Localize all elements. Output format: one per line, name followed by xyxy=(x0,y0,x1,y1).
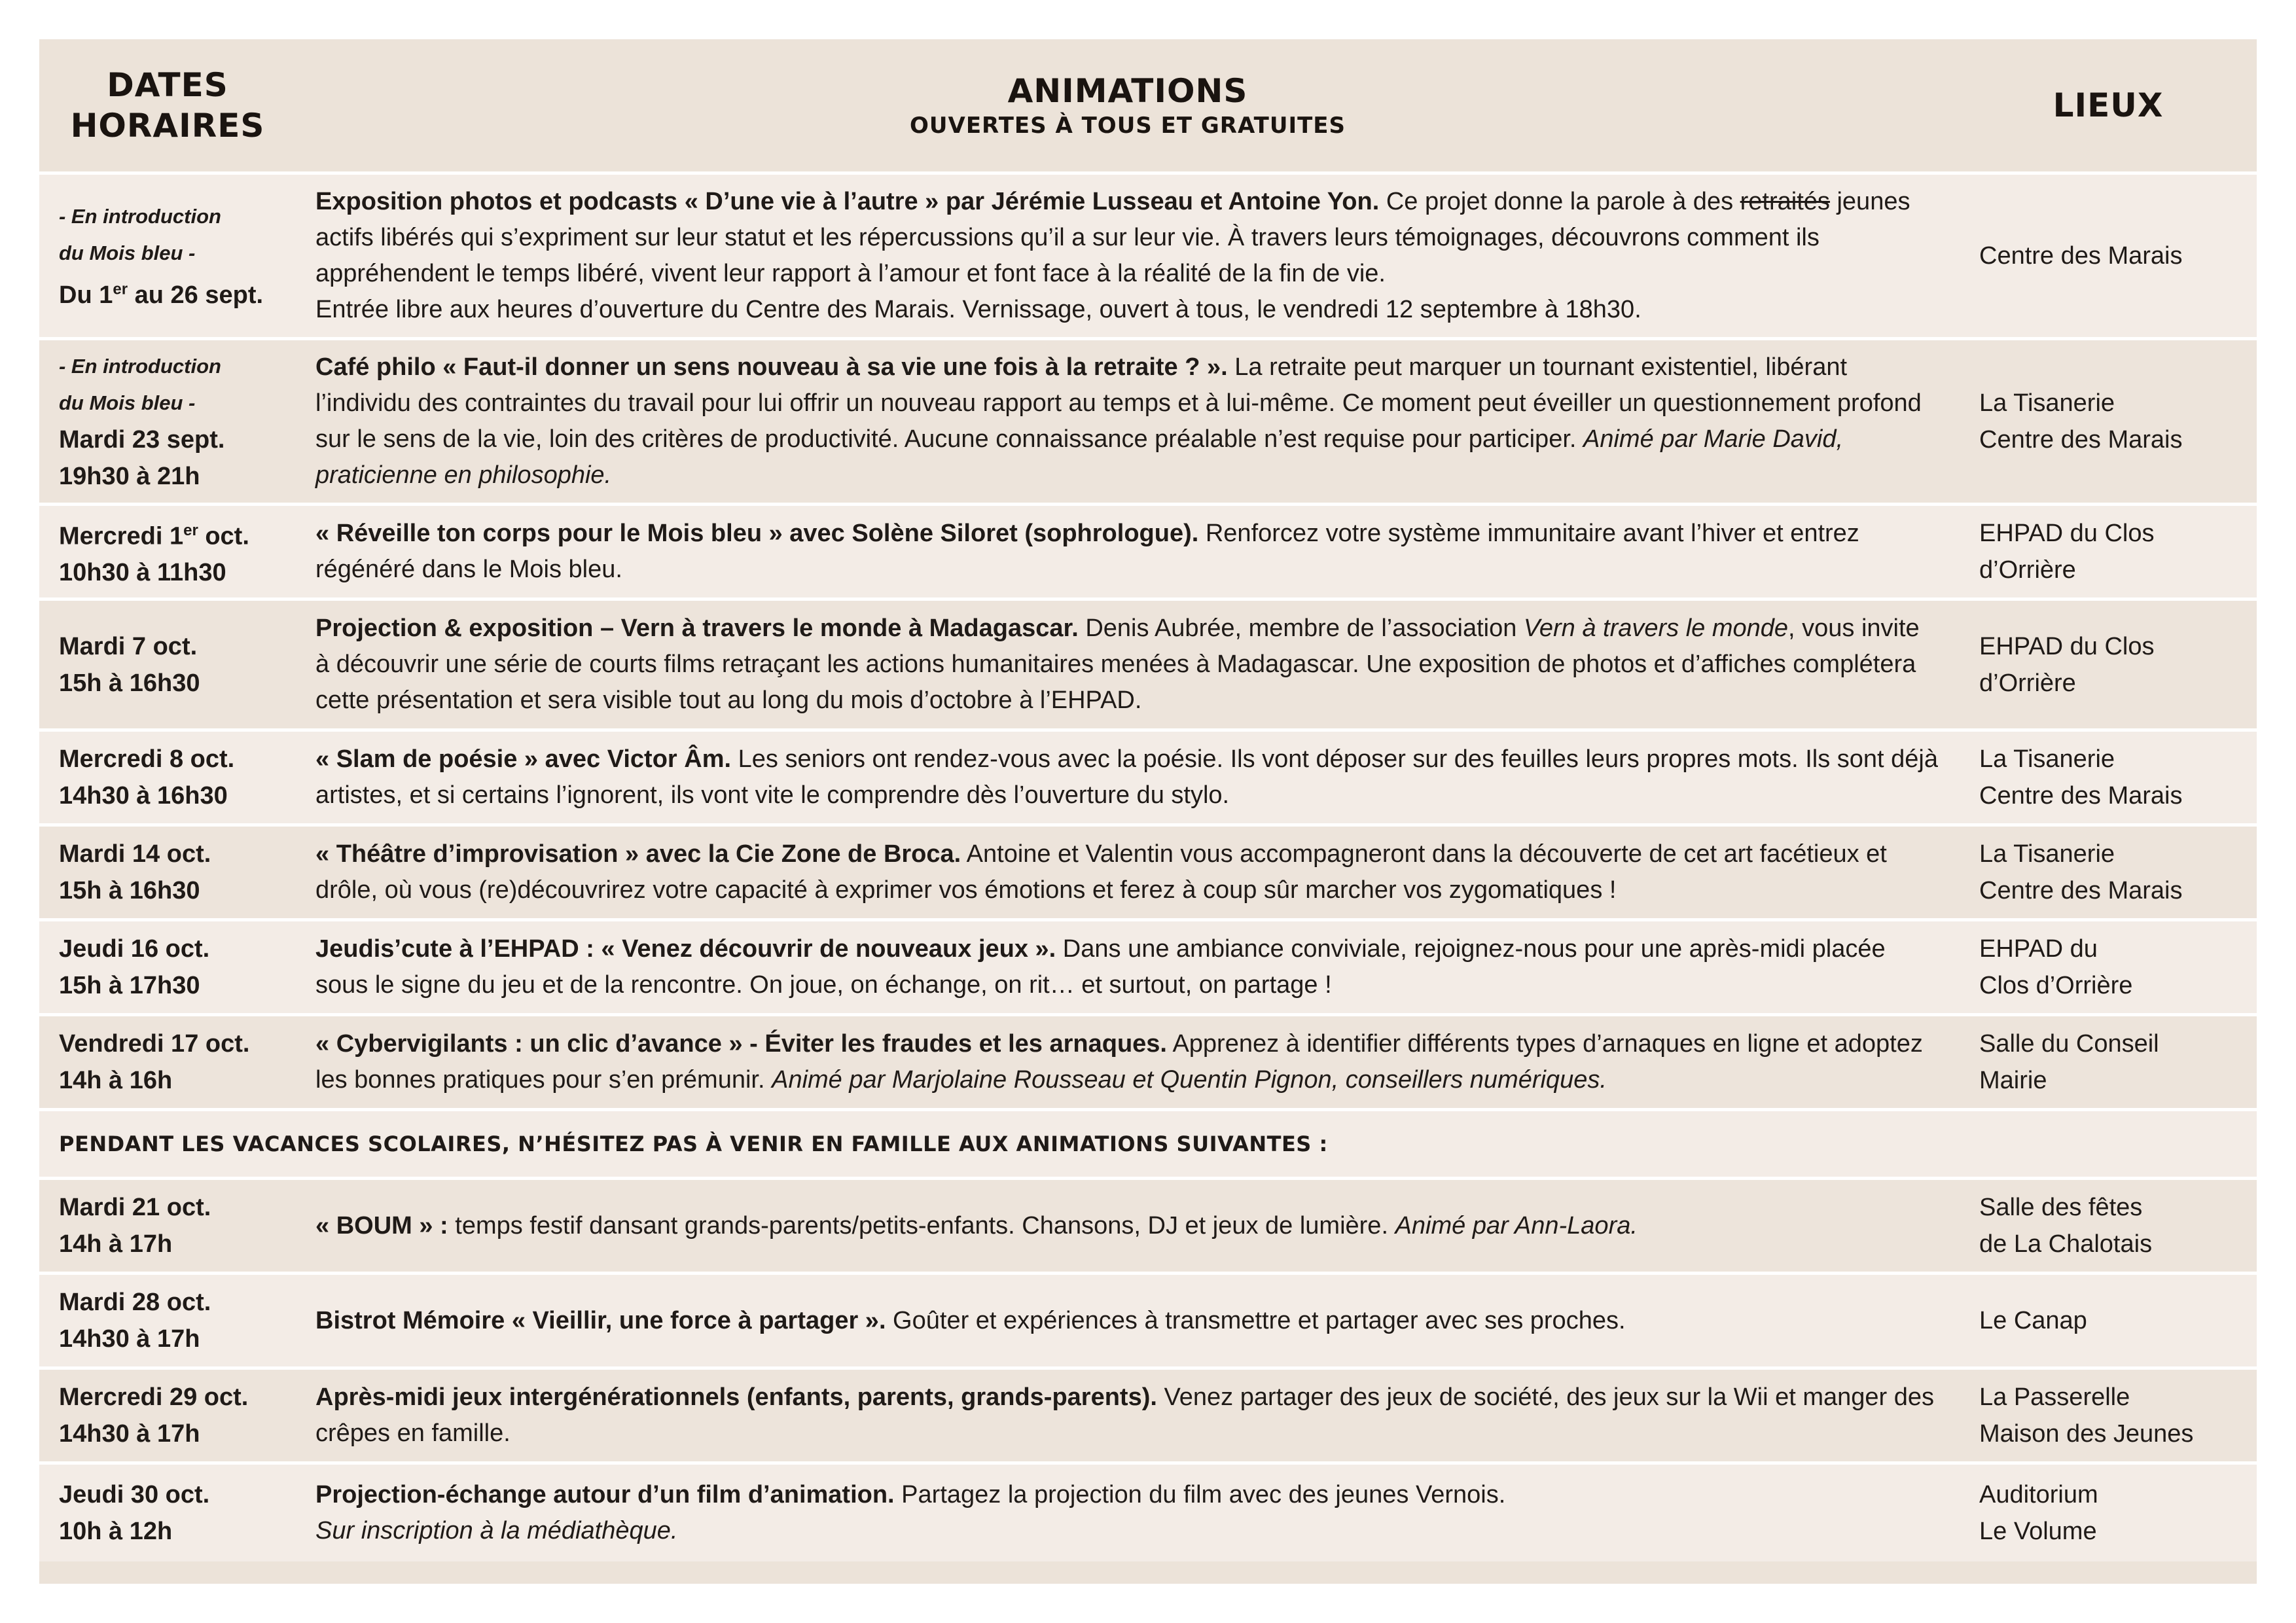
row-date xyxy=(39,1274,296,1368)
row-place xyxy=(1960,730,2257,825)
date-post: au 26 sept. xyxy=(128,281,264,310)
row-description xyxy=(296,173,1960,339)
row-date-text: Mercredi 29 oct. xyxy=(59,1383,249,1411)
row-description xyxy=(296,1015,1960,1110)
row-place xyxy=(1960,505,2257,599)
row-place xyxy=(1960,599,2257,730)
row-date xyxy=(39,1015,296,1110)
row-strike-text: retraités xyxy=(1740,188,1830,215)
row-place xyxy=(1960,1274,2257,1368)
row-description xyxy=(296,505,1960,599)
row-date-text: Vendredi 17 oct. xyxy=(59,1030,250,1058)
table-row xyxy=(39,730,2257,825)
header-lieux-title: LIEUX xyxy=(2053,86,2164,124)
row-time-text: 15h à 16h30 xyxy=(59,877,200,904)
row-text: Renforcez votre système immunitaire avant l’hiver et entrez régénéré dans le Mois bleu. xyxy=(315,520,1859,583)
table-row xyxy=(39,825,2257,920)
vacation-section-label: PENDANT LES VACANCES SCOLAIRES, N’HÉSITEZ PAS À VENIR EN FAMILLE AUX ANIMATIONS SUIVANTES : xyxy=(59,1132,1328,1156)
row-description xyxy=(296,339,1960,505)
row-time-text: 15h à 16h30 xyxy=(59,669,200,697)
row-title: Jeudis’cute à l’EHPAD : « Venez découvrir de nouveaux jeux ». xyxy=(315,935,1056,963)
row-text: temps festif dansant grands-parents/petits-enfants. Chansons, DJ et jeux de lumière. xyxy=(448,1211,1395,1240)
row-text: Apprenez à identifier différents types d’arnaques en ligne et adoptez les bonnes pratiques pour s’en prémunir. xyxy=(315,1030,1923,1094)
row-time-text: 14h30 à 17h xyxy=(59,1325,200,1353)
date-pre: Mercredi 1 xyxy=(59,522,184,550)
header-animations xyxy=(296,39,1960,173)
table-row xyxy=(39,1179,2257,1274)
place-line: d’Orrière xyxy=(1979,669,2076,697)
row-date-text: Mardi 28 oct. xyxy=(59,1289,211,1316)
row-time-text: 14h30 à 16h30 xyxy=(59,782,228,810)
row-date xyxy=(39,1179,296,1274)
place-line: Centre des Marais xyxy=(1979,242,2183,270)
row-place xyxy=(1960,339,2257,505)
place-line: Auditorium xyxy=(1979,1480,2098,1508)
row-italic: Animé par Ann-Laora. xyxy=(1395,1211,1638,1240)
row-text: Partagez la projection du film avec des jeunes Vernois. xyxy=(894,1480,1506,1508)
row-date-text: Jeudi 30 oct. xyxy=(59,1480,210,1508)
row-title: « Théâtre d’improvisation » avec la Cie Zone de Broca. xyxy=(315,840,961,868)
row-italic: Sur inscription à la médiathèque. xyxy=(315,1516,678,1544)
row-date xyxy=(39,339,296,505)
row-time-text: 10h à 12h xyxy=(59,1517,173,1545)
row-text: Entrée libre aux heures d’ouverture du Centre des Marais. Vernissage, ouvert à tous, le vendredi 12 septembre à 18h30. xyxy=(315,296,1641,323)
row-title: « BOUM » : xyxy=(315,1211,448,1240)
table-row xyxy=(39,505,2257,599)
place-line: Centre des Marais xyxy=(1979,426,2183,454)
row-date xyxy=(39,173,296,339)
place-line: Salle des fêtes xyxy=(1979,1194,2143,1221)
row-time-text: 10h30 à 11h30 xyxy=(59,559,226,587)
table-row xyxy=(39,1015,2257,1110)
row-text: Les seniors ont rendez-vous avec la poésie. Ils vont déposer sur des feuilles leurs propres mots. Ils sont déjà artistes, et si certains l’ignorent, ils vont vite le comprendre dès l’ouverture du stylo. xyxy=(315,745,1939,809)
row-text: La retraite peut marquer un tournant existentiel, libérant l’individu des contraintes du travail pour lui offrir un nouveau rapport au temps et à lui-même. Ce moment peut éveiller un questionnement profond sur le sens de la vie, loin des critères de productivité. Aucune connaissance préalable n’est requise pour participer. xyxy=(315,353,1922,453)
row-place xyxy=(1960,1179,2257,1274)
row-date-text: Mardi 14 oct. xyxy=(59,840,211,868)
header-dates xyxy=(39,39,296,173)
row-description xyxy=(296,599,1960,730)
row-italic: Vern à travers le monde xyxy=(1523,615,1789,642)
row-text: Denis Aubrée, membre de l’association xyxy=(1078,615,1524,642)
place-line: Le Volume xyxy=(1979,1517,2097,1545)
place-line: Centre des Marais xyxy=(1979,782,2183,810)
table-row xyxy=(39,599,2257,730)
place-line: de La Chalotais xyxy=(1979,1230,2153,1258)
row-intro: du Mois bleu - xyxy=(59,241,196,264)
row-time-text: 14h à 16h xyxy=(59,1067,173,1094)
row-italic: Animé par Marjolaine Rousseau et Quentin Pignon, conseillers numériques. xyxy=(772,1066,1607,1094)
row-title: « Réveille ton corps pour le Mois bleu » avec Solène Siloret (sophrologue). xyxy=(315,520,1199,547)
row-text: Venez partager des jeux de société, des jeux sur la Wii et manger des crêpes en famille. xyxy=(315,1383,1935,1447)
row-description xyxy=(296,920,1960,1015)
table-row xyxy=(39,1463,2257,1561)
row-title: « Slam de poésie » avec Victor Âm. xyxy=(315,745,732,773)
row-text: Ce projet donne la parole à des xyxy=(1379,188,1740,215)
table-row xyxy=(39,920,2257,1015)
place-line: Salle du Conseil xyxy=(1979,1030,2159,1058)
place-line: Mairie xyxy=(1979,1067,2047,1094)
row-date-text: Mardi 23 sept. xyxy=(59,426,225,454)
row-date xyxy=(39,825,296,920)
row-date xyxy=(39,920,296,1015)
row-title: Exposition photos et podcasts « D’une vie à l’autre » par Jérémie Lusseau et Antoine Yon. xyxy=(315,188,1380,215)
place-line: La Tisanerie xyxy=(1979,745,2115,773)
place-line: EHPAD du Clos xyxy=(1979,632,2155,660)
row-text: , vous invite à découvrir une série de courts films retraçant les actions humanitaires menées à Madagascar. Une exposition de photos et d’affiches complétera cette présentation et sera visible tout au long du mois d’octobre à l’EHPAD. xyxy=(315,615,1920,714)
table-row xyxy=(39,339,2257,505)
place-line: EHPAD du Clos xyxy=(1979,520,2155,547)
table-row xyxy=(39,1274,2257,1368)
row-text: jeunes actifs libérés qui s’expriment sur leur statut et les répercussions qu’il a sur leur vie. À travers leurs témoignages, découvrons comment ils appréhendent le temps libéré, vivent leur rapport à l’amour et font face à la réalité de la fin de vie. xyxy=(315,188,1910,287)
place-line: Centre des Marais xyxy=(1979,877,2183,904)
program-sheet xyxy=(39,39,2257,1584)
header-animations-title: ANIMATIONS xyxy=(1007,72,1248,110)
row-date xyxy=(39,599,296,730)
row-place xyxy=(1960,1463,2257,1561)
place-line: La Passerelle xyxy=(1979,1383,2130,1411)
date-pre: Du 1 xyxy=(59,281,113,310)
header-animations-subtitle: OUVERTES À TOUS ET GRATUITES xyxy=(910,113,1346,139)
place-line: Maison des Jeunes xyxy=(1979,1420,2194,1448)
row-time-text: 15h à 17h30 xyxy=(59,972,200,999)
row-title: Après-midi jeux intergénérationnels (enfants, parents, grands-parents). xyxy=(315,1383,1157,1411)
row-title: « Cybervigilants : un clic d’avance » - Éviter les fraudes et les arnaques. xyxy=(315,1030,1167,1058)
row-text: Antoine et Valentin vous accompagneront dans la découverte de cet art facétieux et drôle, où vous (re)découvrirez votre capacité à exprimer vos émotions et ferez à coup sûr marcher vos zygomatiques ! xyxy=(315,840,1887,904)
row-description xyxy=(296,730,1960,825)
place-line: La Tisanerie xyxy=(1979,840,2115,868)
place-line: Clos d’Orrière xyxy=(1979,972,2133,999)
row-description xyxy=(296,825,1960,920)
row-title: Projection & exposition – Vern à travers le monde à Madagascar. xyxy=(315,615,1079,642)
row-intro: - En introduction xyxy=(59,204,221,228)
row-description xyxy=(296,1368,1960,1463)
row-description xyxy=(296,1463,1960,1561)
row-text: Goûter et expériences à transmettre et partager avec ses proches. xyxy=(886,1306,1626,1334)
table-header xyxy=(39,39,2257,173)
date-sup: er xyxy=(113,280,128,298)
row-date-text: Mardi 21 oct. xyxy=(59,1194,211,1221)
row-description xyxy=(296,1274,1960,1368)
row-date xyxy=(39,730,296,825)
row-title: Café philo « Faut-il donner un sens nouveau à sa vie une fois à la retraite ? ». xyxy=(315,353,1228,381)
header-dates-line1: DATES xyxy=(107,66,228,104)
row-title: Projection-échange autour d’un film d’animation. xyxy=(315,1480,895,1508)
row-date-text: Mercredi 8 oct. xyxy=(59,745,235,773)
row-intro: - En introduction xyxy=(59,355,221,378)
row-time-text: 19h30 à 21h xyxy=(59,463,200,490)
row-text: Dans une ambiance conviviale, rejoignez-nous pour une après-midi placée sous le signe du jeu et de la rencontre. On joue, on échange, on rit… et surtout, on partage ! xyxy=(315,935,1886,999)
row-date xyxy=(39,1368,296,1463)
row-time-text: 14h à 17h xyxy=(59,1230,173,1258)
date-post: oct. xyxy=(198,522,249,550)
place-line: Le Canap xyxy=(1979,1307,2087,1334)
header-dates-line2: HORAIRES xyxy=(70,107,265,145)
table-row xyxy=(39,173,2257,339)
program-table xyxy=(39,39,2257,1561)
place-line: EHPAD du xyxy=(1979,935,2098,963)
row-date xyxy=(39,1463,296,1561)
row-place xyxy=(1960,173,2257,339)
row-date-text xyxy=(59,512,296,555)
place-line: d’Orrière xyxy=(1979,556,2076,584)
row-date-text: Jeudi 16 oct. xyxy=(59,935,210,963)
row-italic: Animé par Marie David, praticienne en philosophie. xyxy=(315,425,1844,489)
row-date-text xyxy=(59,281,263,309)
vacation-section-row xyxy=(39,1110,2257,1179)
row-date-text: Mardi 7 oct. xyxy=(59,632,198,660)
row-place xyxy=(1960,1368,2257,1463)
table-row xyxy=(39,1368,2257,1463)
row-place xyxy=(1960,920,2257,1015)
place-line: La Tisanerie xyxy=(1979,389,2115,417)
row-title: Bistrot Mémoire « Vieillir, une force à partager ». xyxy=(315,1306,886,1334)
row-place xyxy=(1960,1015,2257,1110)
row-description xyxy=(296,1179,1960,1274)
row-date xyxy=(39,505,296,599)
date-sup: er xyxy=(183,521,198,539)
row-time-text: 14h30 à 17h xyxy=(59,1420,200,1448)
row-intro: du Mois bleu - xyxy=(59,391,196,414)
row-place xyxy=(1960,825,2257,920)
header-lieux xyxy=(1960,39,2257,173)
